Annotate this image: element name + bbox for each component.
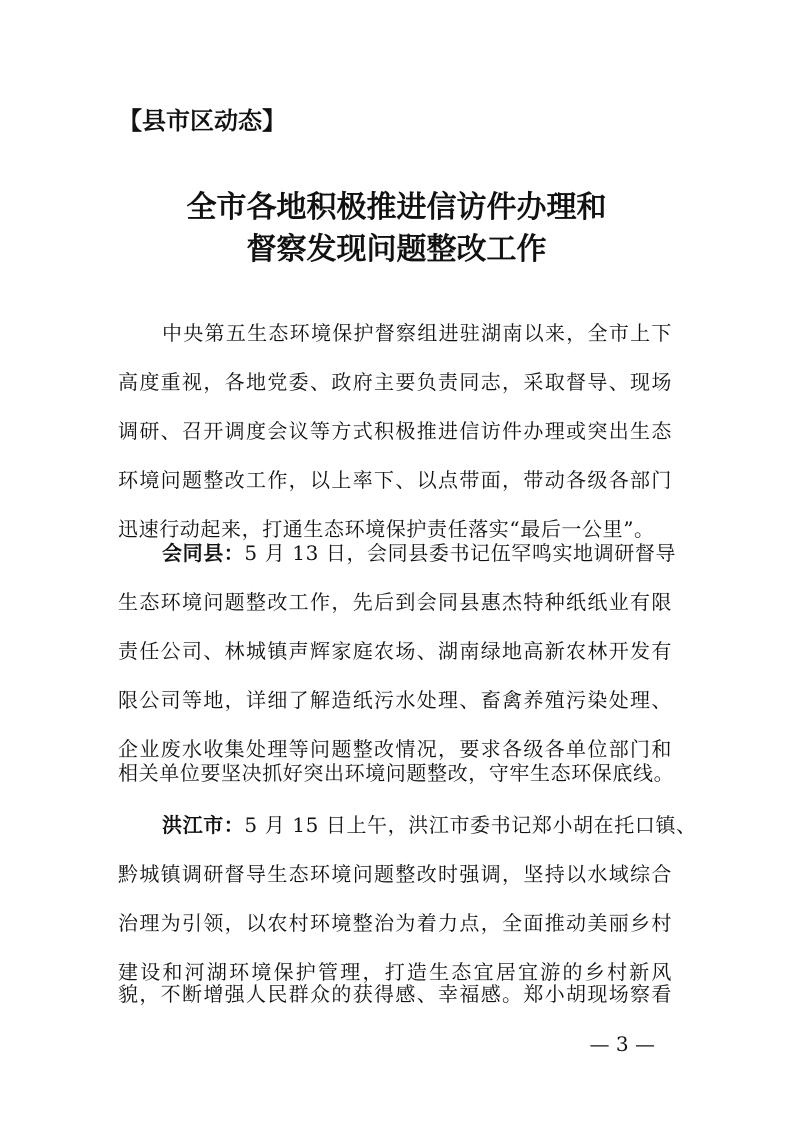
section-tag: 【县市区动态】 bbox=[118, 107, 286, 135]
hongjiang-line: 建设和河湖环境保护管理，打造生态宜居宜游的乡村新风 bbox=[118, 960, 672, 984]
intro-line: 高度重视，各地党委、政府主要负责同志，采取督导、现场 bbox=[118, 370, 672, 394]
huitong-line: 责任公司、林城镇声辉家庭农场、湖南绿地高新农林开发有 bbox=[118, 639, 672, 663]
intro-line: 环境问题整改工作，以上率下、以点带面，带动各级各部门 bbox=[118, 468, 672, 492]
hongjiang-line: 治理为引领，以农村环境整治为着力点，全面推动美丽乡村 bbox=[118, 911, 672, 935]
huitong-line: 相关单位要坚决抓好突出环境问题整改，守牢生态环保底线。 bbox=[118, 761, 675, 785]
intro-line: 中央第五生态环境保护督察组进驻湖南以来，全市上下 bbox=[162, 321, 672, 345]
huitong-first-text: 5 月 13 日，会同县委书记伍罕鸣实地调研督导 bbox=[244, 541, 677, 565]
hongjiang-first-text: 5 月 15 日上午，洪江市委书记郑小胡在托口镇、 bbox=[244, 813, 697, 837]
article-title-line-2: 督察发现问题整改工作 bbox=[246, 232, 547, 267]
huitong-line: 企业废水收集处理等问题整改情况，要求各级各单位部门和 bbox=[118, 737, 672, 761]
hongjiang-first-line bbox=[162, 810, 697, 840]
intro-line: 迅速行动起来，打通生态环境保护责任落实“最后一公里”。 bbox=[118, 517, 655, 541]
hongjiang-line: 黔城镇调研督导生态环境问题整改时强调，坚持以水域综合 bbox=[118, 862, 672, 886]
huitong-line: 生态环境问题整改工作，先后到会同县惠杰特种纸纸业有限 bbox=[118, 590, 672, 614]
intro-line: 调研、召开调度会议等方式积极推进信访件办理或突出生态 bbox=[118, 419, 672, 443]
hongjiang-lead: 洪江市： bbox=[162, 813, 245, 837]
hongjiang-line: 貌，不断增强人民群众的获得感、幸福感。郑小胡现场察看 bbox=[118, 982, 672, 1006]
huitong-first-line bbox=[162, 538, 677, 568]
huitong-lead: 会同县： bbox=[162, 541, 245, 565]
page-number: — 3 — bbox=[589, 1032, 655, 1056]
article-title-line-1: 全市各地积极推进信访件办理和 bbox=[186, 190, 607, 225]
huitong-line: 限公司等地，详细了解造纸污水处理、畜禽养殖污染处理、 bbox=[118, 688, 672, 712]
